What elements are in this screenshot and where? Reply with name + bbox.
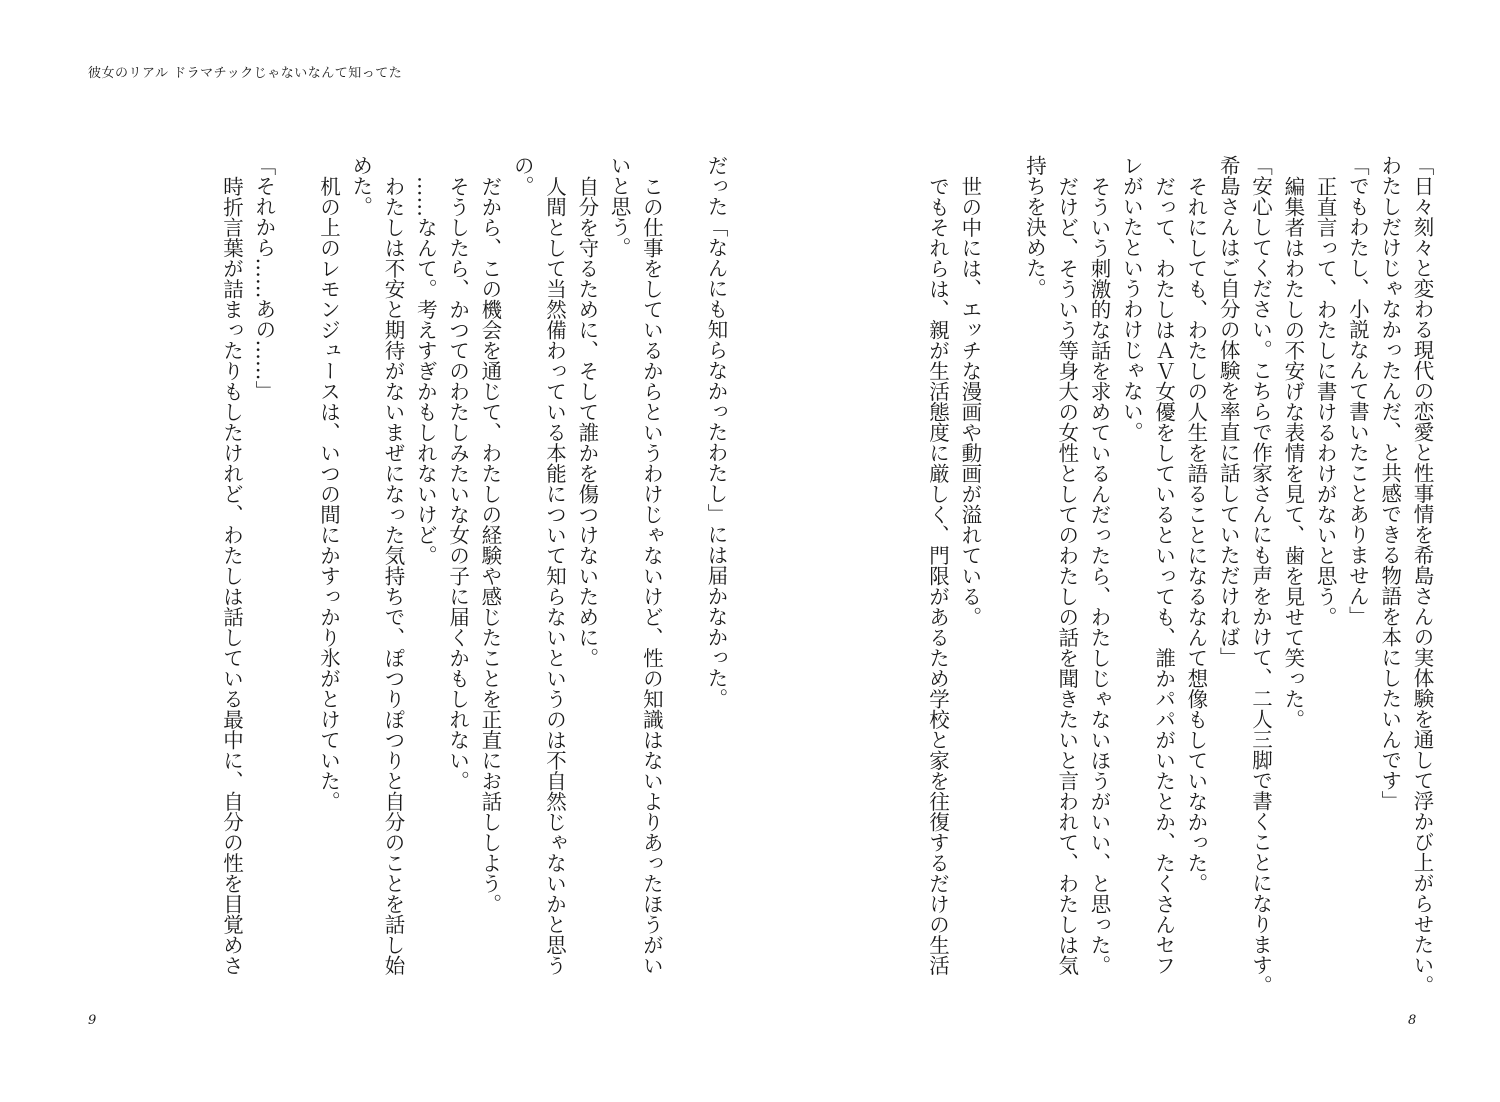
text-line: わたしだけじゃなかったんだ、と共感できる物語を本にしたいんです」	[1377, 155, 1402, 811]
text-line: 「日々刻々と変わる現代の恋愛と性事情を希島さんの実体験を通して浮かび上がらせたい。	[1410, 155, 1434, 996]
blank-line	[667, 155, 699, 1005]
text-line: 持ちを決めた。	[1022, 155, 1047, 299]
text-line: 編集者はわたしの不安げな表情を見て、歯を見せて笑った。	[1280, 175, 1305, 729]
text-line: 正直言って、わたしに書けるわけがないと思う。	[1313, 175, 1338, 627]
page-body-left	[52, 155, 732, 1005]
page-body-right	[840, 155, 1438, 1005]
text-line: 時折言葉が詰まったりもしたけれど、わたしは話している最中に、自分の性を目覚めさ	[219, 175, 244, 975]
text-line: の。	[510, 155, 535, 196]
text-line: でもそれらは、親が生活態度に厳しく、門限があるため学校と家を往復するだけの生活	[925, 175, 950, 975]
text-line: 人間として当然備わっている本能について知らないというのは不自然じゃないかと思う	[542, 175, 567, 975]
blank-line	[986, 155, 1018, 1005]
text-line: だって、わたしはＡＶ女優をしているといっても、誰かパパがいたとか、たくさんセフ	[1151, 175, 1176, 975]
text-line: いと思う。	[607, 155, 632, 258]
text-line: 「それから……あの……」	[251, 155, 276, 401]
text-line: ……なんて。考えすぎかもしれないけど。	[413, 175, 438, 565]
text-line: そういう刺激的な話を求めているんだったら、わたしじゃないほうがいい、と思った。	[1087, 175, 1112, 975]
text-line: 「安心してください。こちらで作家さんにも声をかけて、二人三脚で書くことになります。	[1248, 155, 1273, 996]
text-line: それにしても、わたしの人生を語ることになるなんて想像もしていなかった。	[1183, 175, 1208, 893]
text-line: だけど、そういう等身大の女性としてのわたしの話を聞きたいと言われて、わたしは気	[1054, 175, 1079, 975]
text-line: 机の上のレモンジュースは、いつの間にかすっかり氷がとけていた。	[316, 175, 341, 811]
text-line: 希島さんはご自分の体験を率直に話していただければ」	[1216, 155, 1241, 668]
blank-line	[280, 155, 312, 1005]
running-head: 彼女のリアル ドラマチックじゃないなんて知ってた	[88, 66, 403, 81]
text-line: 「でもわたし、小説なんて書いたことありません」	[1345, 155, 1370, 627]
text-line: そうしたら、かつてのわたしみたいな女の子に届くかもしれない。	[445, 175, 470, 791]
text-line: 世の中には、エッチな漫画や動画が溢れている。	[957, 175, 982, 627]
text-line: この仕事をしているからというわけじゃないけど、性の知識はないよりあったほうがい	[639, 175, 664, 975]
text-line: レがいたというわけじゃない。	[1119, 155, 1144, 442]
text-line: だから、この機会を通じて、わたしの経験や感じたことを正直にお話ししよう。	[477, 175, 502, 914]
text-line: わたしは不安と期待がないまぜになった気持ちで、ぽつりぽつりと自分のことを話し始	[381, 175, 406, 975]
text-line: だった「なんにも知らなかったわたし」には届かなかった。	[704, 155, 728, 709]
page-number-right: 8	[1408, 1013, 1417, 1028]
text-line: めた。	[348, 155, 373, 217]
page-number-left: 9	[88, 1013, 97, 1028]
text-line: 自分を守るために、そして誰かを傷つけないために。	[574, 175, 599, 668]
